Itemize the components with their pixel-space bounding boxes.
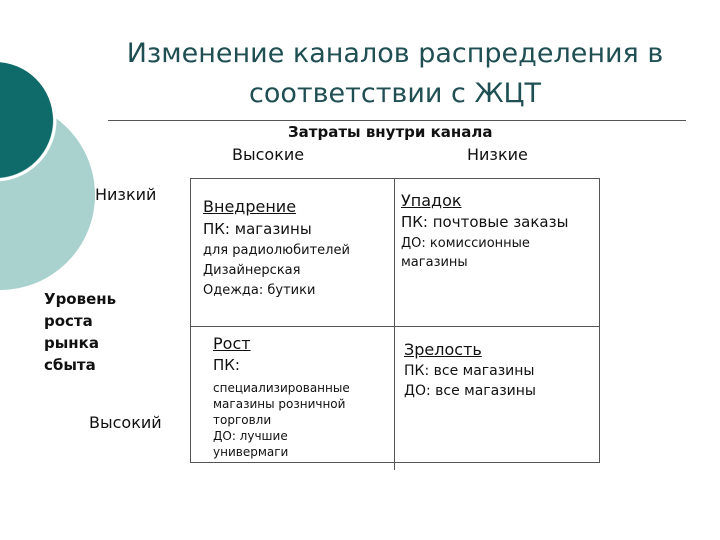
quadrant-introduction — [203, 196, 350, 301]
top-axis-low: Низкие — [467, 145, 528, 164]
dark-teal-circle — [0, 62, 53, 178]
quadrant-line: ПК: магазины — [203, 220, 312, 238]
quadrant-line: Дизайнерская — [203, 263, 301, 278]
quadrant-heading: Рост — [213, 334, 251, 353]
left-axis-label-line: сбыта — [44, 356, 96, 374]
quadrant-decline — [401, 190, 568, 272]
left-axis-label-line: Уровень — [44, 290, 117, 308]
quadrant-heading: Упадок — [401, 191, 462, 210]
white-ring-circle — [0, 60, 55, 180]
quadrant-line: магазины — [401, 255, 468, 270]
grid-top-border — [190, 178, 600, 179]
quadrant-line: торговли — [213, 413, 272, 427]
title-line-1: Изменение каналов распределения в — [126, 38, 664, 69]
quadrant-heading: Зрелость — [404, 340, 482, 359]
quadrant-growth — [213, 333, 350, 460]
quadrant-line: ДО: все магазины — [404, 383, 536, 399]
grid-middle-vertical — [394, 178, 395, 470]
quadrant-maturity — [404, 339, 536, 401]
quadrant-heading: Внедрение — [203, 197, 297, 216]
left-axis-high: Высокий — [89, 413, 162, 432]
left-axis-label-line: рынка — [44, 334, 99, 352]
grid-right-border — [599, 178, 600, 463]
left-axis-low: Низкий — [95, 185, 157, 204]
left-axis-label — [44, 288, 116, 376]
quadrant-line: универмаги — [213, 445, 289, 459]
top-axis-label: Затраты внутри канала — [288, 123, 493, 141]
quadrant-line: ДО: лучшие — [213, 429, 288, 443]
light-teal-circle — [0, 100, 95, 290]
quadrant-line: ПК: — [213, 356, 240, 374]
title-divider — [108, 120, 686, 121]
quadrant-line: Одежда: бутики — [203, 283, 316, 298]
quadrant-line: ДО: комиссионные — [401, 236, 530, 251]
quadrant-line: магазины розничной — [213, 397, 346, 411]
grid-middle-horizontal — [190, 326, 600, 327]
grid-left-border — [190, 178, 191, 463]
quadrant-line: ПК: почтовые заказы — [401, 213, 569, 231]
title-line-2: соответствии с ЖЦТ — [249, 78, 541, 109]
quadrant-line: ПК: все магазины — [404, 363, 535, 379]
left-axis-label-line: роста — [44, 312, 93, 330]
quadrant-line: для радиолюбителей — [203, 243, 350, 258]
page-title — [100, 34, 690, 114]
top-axis-high: Высокие — [232, 145, 305, 164]
decorative-circles — [0, 0, 100, 300]
quadrant-line: специализированные — [213, 381, 350, 395]
grid-bottom-border — [190, 462, 600, 463]
